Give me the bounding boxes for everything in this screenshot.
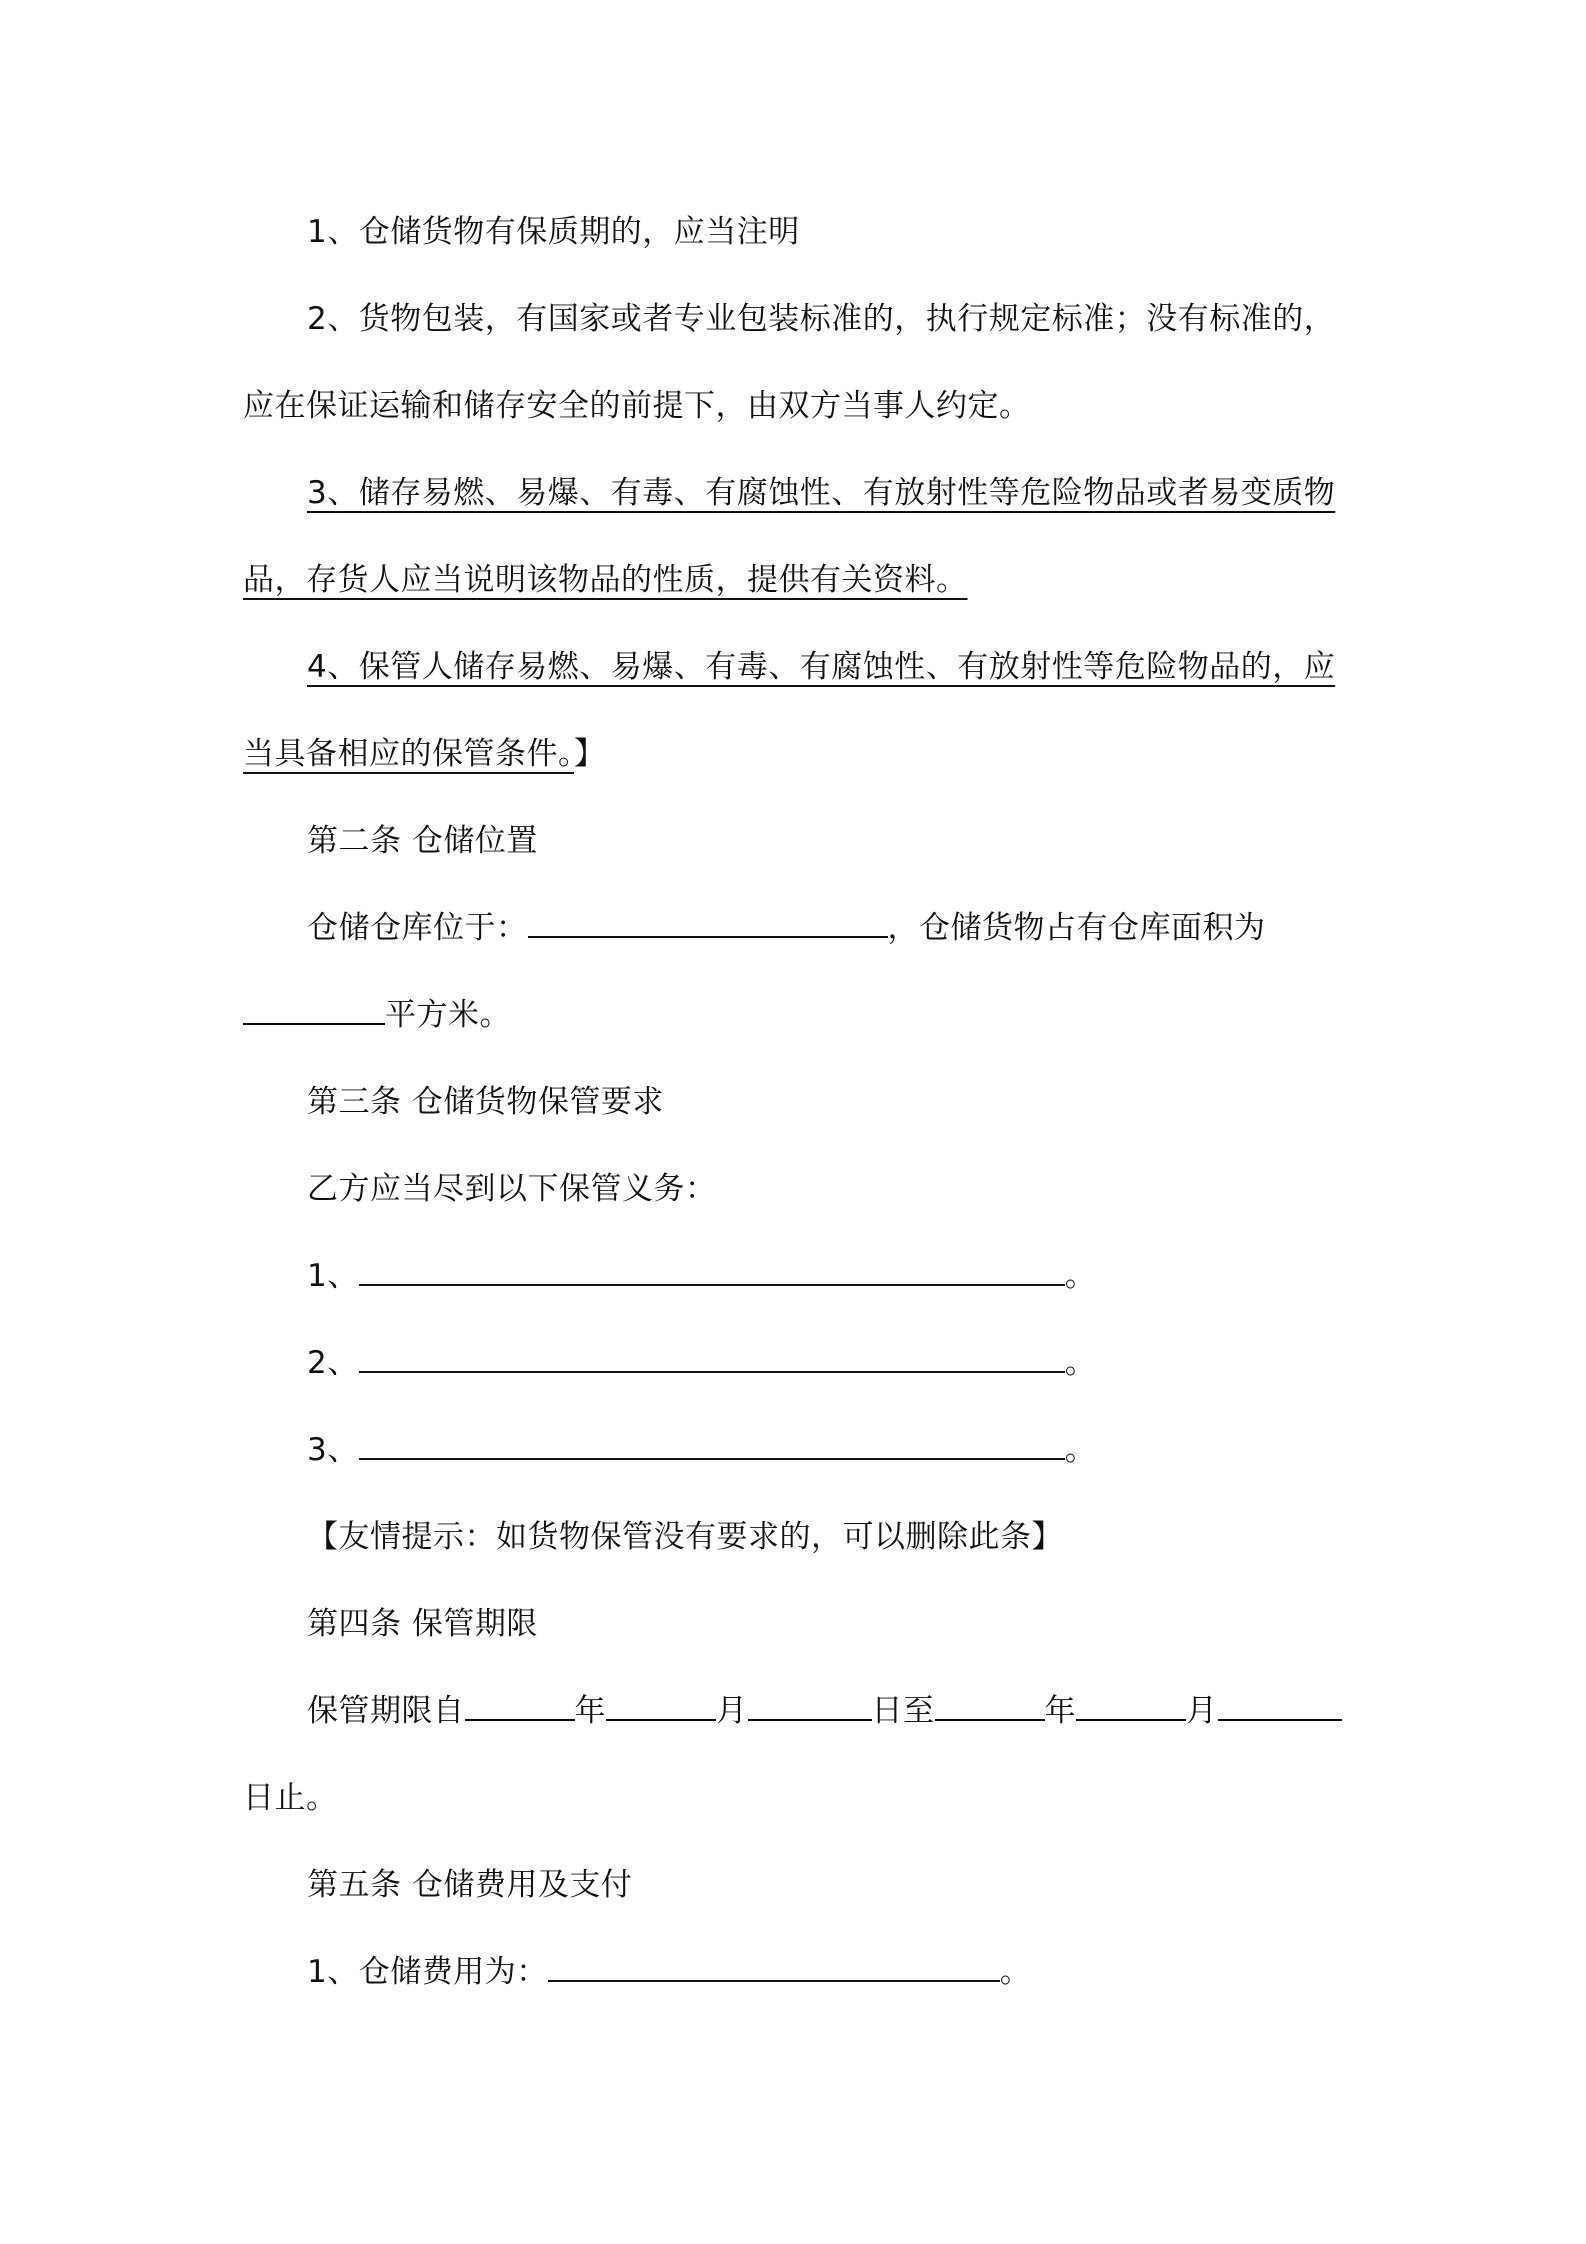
obligation-item-1-blank[interactable]	[359, 1258, 1065, 1286]
start-month-blank[interactable]	[606, 1693, 716, 1721]
end-day-blank[interactable]	[1218, 1693, 1342, 1721]
clause-item-2-line-2	[243, 384, 1353, 428]
storage-fee-line	[243, 1950, 1353, 1994]
clause-item-2-text-2: 应在保证运输和储存安全的前提下，由双方当事人约定。	[243, 388, 1031, 424]
obligation-item-1-end: 。	[1064, 1258, 1097, 1294]
obligation-item-3-number: 3、	[307, 1432, 359, 1468]
article-4-title-text: 第四条 保管期限	[307, 1606, 538, 1642]
storage-fee-end: 。	[999, 1954, 1032, 1990]
clause-item-4-text-1: 4、保管人储存易燃、易爆、有毒、有腐蚀性、有放射性等危险物品的，应	[307, 649, 1336, 685]
clause-item-3-line-2	[243, 558, 1353, 602]
clause-item-4-line-1	[243, 645, 1353, 689]
day-to-label: 日至	[871, 1693, 935, 1729]
closing-bracket: 】	[574, 736, 606, 772]
storage-fee-blank[interactable]	[548, 1954, 1000, 1982]
obligation-item-2-end: 。	[1064, 1345, 1097, 1381]
article-4-title	[243, 1602, 1353, 1646]
end-month-label: 月	[1186, 1693, 1218, 1729]
custody-obligations-intro-text: 乙方应当尽到以下保管义务：	[307, 1171, 717, 1207]
obligation-item-1-number: 1、	[307, 1258, 359, 1294]
start-year-label: 年	[574, 1693, 606, 1729]
article-2-title	[243, 819, 1353, 863]
obligation-item-3-end: 。	[1064, 1432, 1097, 1468]
obligation-item-1	[243, 1254, 1353, 1298]
end-year-blank[interactable]	[935, 1693, 1045, 1721]
clause-item-1-text: 1、仓储货物有保质期的，应当注明	[307, 214, 800, 250]
custody-obligations-intro	[243, 1167, 1353, 1211]
article-5-title-text: 第五条 仓储费用及支付	[307, 1867, 633, 1903]
article-5-title	[243, 1863, 1353, 1907]
obligation-item-2-blank[interactable]	[359, 1345, 1065, 1373]
area-unit: 平方米。	[385, 997, 511, 1033]
warehouse-location-blank[interactable]	[528, 910, 888, 938]
friendly-tip	[243, 1515, 1353, 1559]
clause-item-3-line-1	[243, 471, 1353, 515]
end-month-blank[interactable]	[1076, 1693, 1186, 1721]
start-month-label: 月	[716, 1693, 748, 1729]
obligation-item-3-blank[interactable]	[359, 1432, 1065, 1460]
storage-fee-label: 1、仓储费用为：	[307, 1954, 548, 1990]
obligation-item-2-number: 2、	[307, 1345, 359, 1381]
clause-item-1	[243, 210, 1353, 254]
clause-item-3-text-2: 品，存货人应当说明该物品的性质，提供有关资料。	[243, 562, 968, 598]
clause-item-4-text-2: 当具备相应的保管条件。	[243, 736, 574, 772]
custody-period-label: 保管期限自	[307, 1693, 465, 1729]
obligation-item-3	[243, 1428, 1353, 1472]
end-year-label: 年	[1044, 1693, 1076, 1729]
warehouse-location-line	[243, 906, 1353, 950]
custody-period-end-line	[243, 1776, 1353, 1820]
friendly-tip-text: 【友情提示：如货物保管没有要求的，可以删除此条】	[307, 1519, 1063, 1555]
clause-item-2-line-1	[243, 297, 1353, 341]
article-2-title-text: 第二条 仓储位置	[307, 823, 538, 859]
start-day-blank[interactable]	[748, 1693, 872, 1721]
warehouse-area-blank[interactable]	[243, 997, 385, 1025]
clause-item-3-text-1: 3、储存易燃、易爆、有毒、有腐蚀性、有放射性等危险物品或者易变质物	[307, 475, 1336, 511]
custody-period-line	[243, 1689, 1353, 1733]
article-3-title	[243, 1080, 1353, 1124]
start-year-blank[interactable]	[465, 1693, 575, 1721]
warehouse-location-label: 仓储仓库位于：	[307, 910, 528, 946]
warehouse-area-line	[243, 993, 1353, 1037]
obligation-item-2	[243, 1341, 1353, 1385]
clause-item-2-text-1: 2、货物包装，有国家或者专业包装标准的，执行规定标准；没有标准的，	[307, 301, 1336, 337]
clause-item-4-line-2	[243, 732, 1353, 776]
warehouse-area-label: ，仓储货物占有仓库面积为	[887, 910, 1266, 946]
custody-period-end-text: 日止。	[243, 1780, 338, 1816]
article-3-title-text: 第三条 仓储货物保管要求	[307, 1084, 664, 1120]
